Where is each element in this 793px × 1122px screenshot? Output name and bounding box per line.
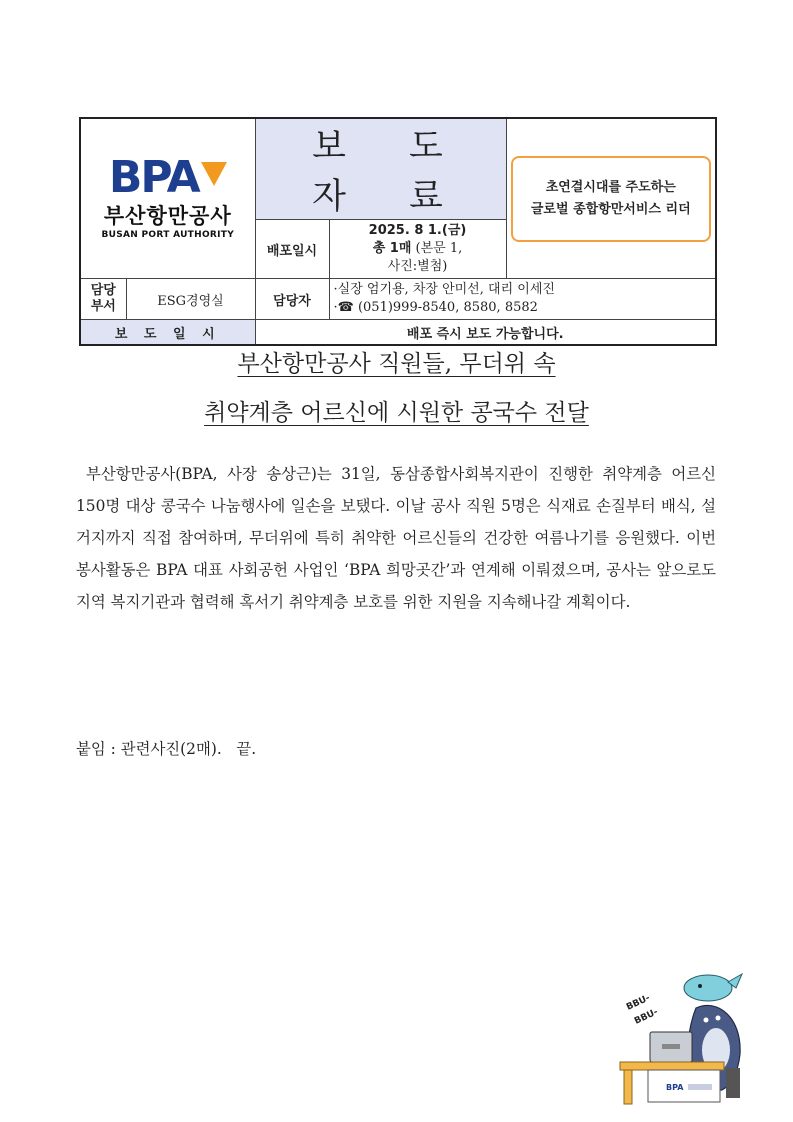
slogan-line-1: 초연결시대를 주도하는 <box>545 179 676 195</box>
logo-triangle-icon <box>201 162 227 186</box>
press-release-header-table <box>79 117 717 346</box>
logo-korean-name: 부산항만공사 <box>103 203 232 228</box>
page-count: 총 1매 <box>372 241 412 256</box>
dept-label-line-2: 부서 <box>90 299 116 314</box>
document-title: 보 도 자 료 <box>255 118 506 220</box>
release-label: 보 도 일 시 <box>80 320 255 346</box>
page-detail: (본문 1, <box>415 241 463 256</box>
headline-line-1: 부산항만공사 직원들, 무더위 속 <box>237 351 556 377</box>
body-paragraph: 부산항만공사(BPA, 사장 송상근)는 31일, 동삼종합사회복지관이 진행한 취약계층 어르신 150명 대상 콩국수 나눔행사에 일손을 보탰다. 이날 공사 직원 5명은 식재료 손질부터 배식, 설거지까지 직접 참여하며, 무더위에 특히 취약한 어르신들의 건강한 여름나기를 응원했다. 이번 봉사활동은 BPA 대표 사회공헌 사업인 ‘BPA 희망곳간’과 연계해 이뤄졌으며, 공사는 앞으로도 지역 복지기관과 협력해 혹서기 취약계층 보호를 위한 지원을 지속해나갈 계획이다. <box>76 465 716 611</box>
attachment-note: 붙임 : 관련사진(2매). 끝. <box>76 740 257 758</box>
dolphin-mascot-illustration <box>618 968 758 1108</box>
mascot-sound-1: BBU- <box>625 993 652 1013</box>
dept-label-line-1: 담당 <box>90 283 116 298</box>
slogan-cell <box>506 118 716 279</box>
page-photos: 사진:별첨) <box>387 259 448 274</box>
contact-label: 담당자 <box>255 279 329 320</box>
dept-value: ESG경영실 <box>126 279 255 320</box>
dept-label <box>80 279 126 320</box>
distribution-label: 배포일시 <box>255 220 329 279</box>
contact-names: ·실장 엄기용, 차장 안미선, 대리 이세진 <box>333 282 555 297</box>
bpa-logo <box>81 151 255 240</box>
logo-english-name: BUSAN PORT AUTHORITY <box>101 229 235 240</box>
mascot-sound-2: BBU- <box>633 1007 660 1027</box>
distribution-date: 2025. 8 1.(금) <box>368 223 467 238</box>
contact-phone: ·☎ (051)999-8540, 8580, 8582 <box>333 300 538 315</box>
logo-brand-text: BPA <box>108 151 199 203</box>
release-value: 배포 즉시 보도 가능합니다. <box>255 320 716 346</box>
slogan-line-2: 글로벌 종합항만서비스 리더 <box>530 201 691 217</box>
distribution-info <box>329 220 506 279</box>
contact-info <box>329 279 716 320</box>
desk-logo-text: BPA <box>666 1083 684 1092</box>
slogan-box <box>511 156 712 242</box>
logo-cell <box>80 118 255 279</box>
headline-line-2: 취약계층 어르신에 시원한 콩국수 전달 <box>204 400 589 426</box>
